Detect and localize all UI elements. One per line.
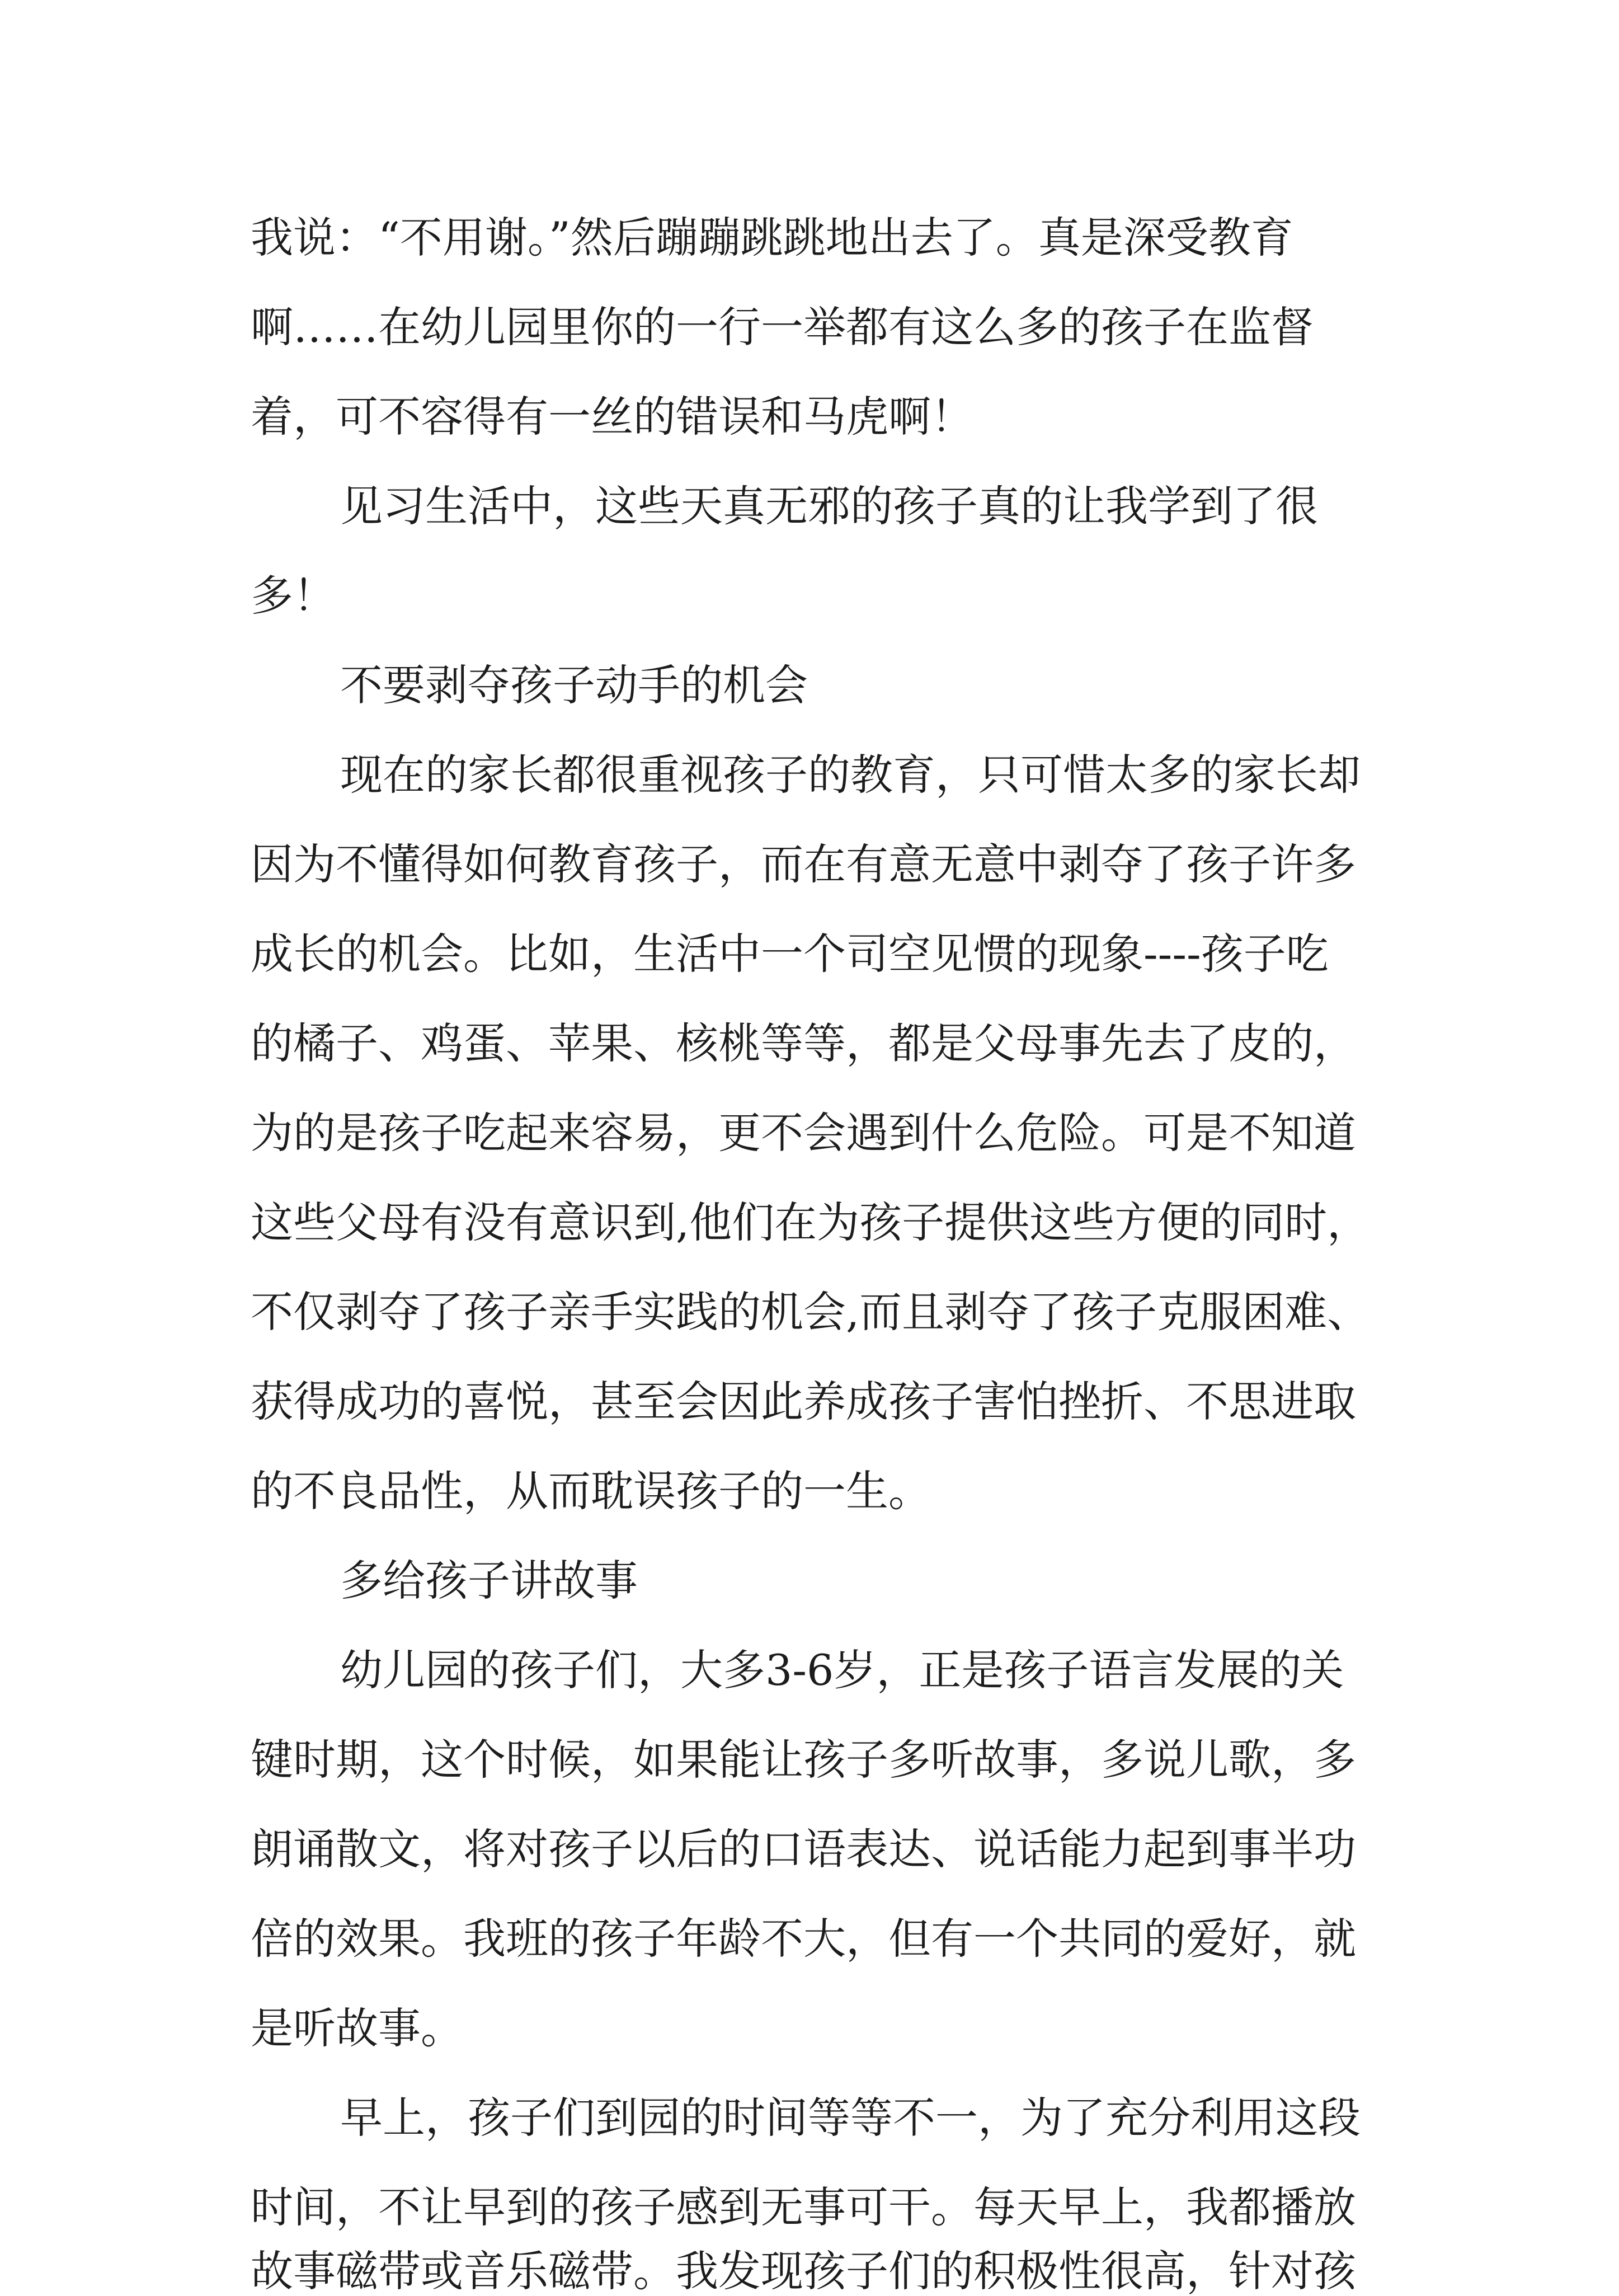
section-heading: 不要剥夺孩子动手的机会 bbox=[340, 660, 808, 710]
text-line: 故事磁带或音乐磁带。我发现孩子们的积极性很高，针对孩 bbox=[251, 2246, 1356, 2296]
text-line: 我说：“不用谢。”然后蹦蹦跳跳地出去了。真是深受教育 bbox=[251, 213, 1293, 262]
text-line: 多！ bbox=[251, 571, 336, 621]
text-line: 因为不懂得如何教育孩子，而在有意无意中剥夺了孩子许多 bbox=[251, 839, 1356, 889]
text-line: 着，可不容得有一丝的错误和马虎啊！ bbox=[251, 392, 973, 442]
text-line: 时间，不让早到的孩子感到无事可干。每天早上，我都播放 bbox=[251, 2182, 1356, 2232]
text-line: 的橘子、鸡蛋、苹果、核桃等等，都是父母事先去了皮的， bbox=[251, 1018, 1356, 1068]
paragraph-first-line: 现在的家长都很重视孩子的教育，只可惜太多的家长却 bbox=[340, 750, 1361, 800]
text-line: 这些父母有没有意识到,他们在为孩子提供这些方便的同时， bbox=[251, 1198, 1370, 1247]
paragraph-first-line: 早上，孩子们到园的时间等等不一，为了充分利用这段 bbox=[340, 2093, 1361, 2143]
text-line: 的不良品性，从而耽误孩子的一生。 bbox=[251, 1466, 931, 1516]
text-line: 朗诵散文，将对孩子以后的口语表达、说话能力起到事半功 bbox=[251, 1824, 1356, 1874]
section-heading: 多给孩子讲故事 bbox=[340, 1556, 638, 1605]
text-line: 成长的机会。比如，生活中一个司空见惯的现象----孩子吃 bbox=[251, 929, 1329, 979]
text-line: 为的是孩子吃起来容易，更不会遇到什么危险。可是不知道 bbox=[251, 1108, 1356, 1158]
text-line: 获得成功的喜悦，甚至会因此养成孩子害怕挫折、不思进取 bbox=[251, 1377, 1356, 1426]
text-line: 是听故事。 bbox=[251, 2003, 463, 2053]
text-line: 键时期，这个时候，如果能让孩子多听故事，多说儿歌，多 bbox=[251, 1735, 1356, 1785]
paragraph-first-line: 见习生活中，这些天真无邪的孩子真的让我学到了很 bbox=[340, 481, 1318, 531]
text-line: 不仅剥夺了孩子亲手实践的机会,而且剥夺了孩子克服困难、 bbox=[251, 1287, 1370, 1337]
paragraph-first-line: 幼儿园的孩子们，大多3-6岁，正是孩子语言发展的关 bbox=[340, 1645, 1344, 1695]
text-line: 倍的效果。我班的孩子年龄不大，但有一个共同的爱好，就 bbox=[251, 1914, 1356, 1964]
text-line: 啊……在幼儿园里你的一行一举都有这么多的孩子在监督 bbox=[251, 302, 1314, 352]
